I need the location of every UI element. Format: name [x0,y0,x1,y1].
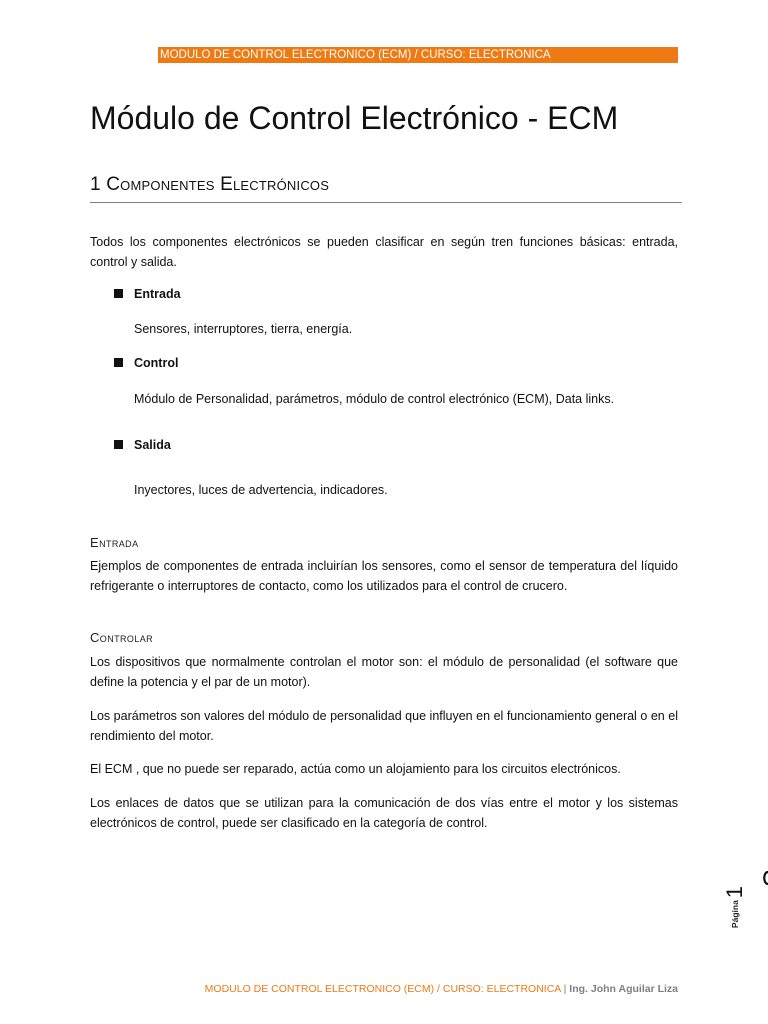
bullet-item-control [114,355,178,371]
bullet-label: Salida [134,438,171,452]
bullet-item-entrada [114,286,181,302]
entrada-paragraph: Ejemplos de componentes de entrada incluirían los sensores, como el sensor de temperatura del líquido refrigerante o interruptores de contacto, como los utilizados para el control de crucero. [90,559,678,593]
page-word: Página [730,900,740,929]
page-number: 1 [722,885,747,899]
header-banner [158,47,678,63]
bullet-description: Módulo de Personalidad, parámetros, módulo de control electrónico (ECM), Data links. [134,392,615,406]
page-number-label [720,885,750,929]
controlar-paragraph: Los enlaces de datos que se utilizan para la comunicación de dos vías entre el motor y los sistemas electrónicos de control, puede ser clasificado en la categoría de control. [90,796,678,830]
header-text: MODULO DE CONTROL ELECTRONICO (ECM) / CURSO: ELECTRONICA [160,49,551,61]
controlar-paragraph: El ECM , que no puede ser reparado, actúa como un alojamiento para los circuitos electrónicos. [90,762,621,776]
intro-paragraph: Todos los componentes electrónicos se pueden clasificar en según tren funciones básicas: entrada, control y salida. [90,235,678,269]
subheading-entrada: Entrada [90,535,139,550]
bullet-item-salida [114,437,171,453]
square-bullet-icon [114,289,123,298]
subheading-controlar: Controlar [90,630,153,645]
bullet-description: Inyectores, luces de advertencia, indicadores. [134,483,388,497]
document-title: Módulo de Control Electrónico - ECM [90,100,619,136]
footer-author: Ing. John Aguilar Liza [569,983,678,995]
square-bullet-icon [114,358,123,367]
bullet-label: Entrada [134,287,181,301]
square-bullet-icon [114,440,123,449]
section-number: 1 [90,174,101,195]
section-title: Componentes Electrónicos [106,174,330,195]
section-heading [90,172,682,203]
page-footer [205,982,678,996]
page-edge-mark [760,868,768,890]
bullet-description: Sensores, interruptores, tierra, energía. [134,322,353,336]
controlar-paragraph: Los dispositivos que normalmente controlan el motor son: el módulo de personalidad (el software que define la potencia y el par de un motor). [90,655,678,689]
controlar-paragraph: Los parámetros son valores del módulo de personalidad que influyen en el funcionamiento general o en el rendimiento del motor. [90,709,678,743]
footer-separator: | [563,983,567,995]
footer-course: MODULO DE CONTROL ELECTRONICO (ECM) / CURSO: ELECTRONICA [204,983,561,995]
bullet-label: Control [134,356,179,370]
